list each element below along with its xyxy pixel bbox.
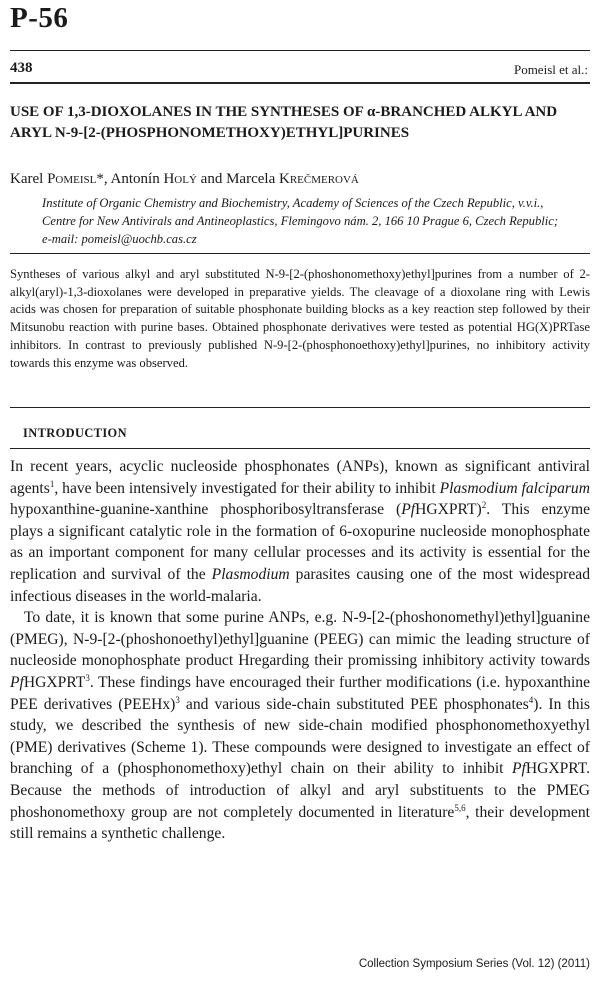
divider [10,82,590,84]
paragraph [10,607,590,845]
footer-journal: Collection Symposium Series (Vol. 12) (2011) [358,958,590,970]
italic-prefix: Pf [401,501,416,519]
running-head: Pomeisl et al.: [513,62,588,77]
text-run: . These findings have encouraged their further modifications (i.e. hypoxanthine PEE derivatives (PEEHx) [10,673,590,713]
author-given: Karel [10,171,48,187]
genus-name: Plasmodium [211,565,290,583]
citation: 1 [49,478,55,489]
text-run: , their development still remains a synthetic challenge. [10,803,590,843]
divider [10,50,590,51]
text-run: and various side-chain substituted PEE phosphonates [179,695,529,713]
text-run: To date, it is known that some purine ANPs, e.g. N-9-[2-(phoshonomethyl)ethyl]guanine (PMEG), N-9-[2-(phoshonoethyl)ethyl]guanine (PEEG) can mimic the leading structure of nucleoside monophosphate product Hregarding their promissing inhibitory activity towards [10,609,590,670]
citation: 2 [481,500,487,510]
text-run: parasites causing one of the most widespread infectious diseases in the world-malaria. [10,565,590,605]
text-run: HGXPRT [23,673,86,691]
paper-code: P-56 [10,2,69,34]
text-run: In recent years, acyclic nucleoside phosphonates (ANPs), known as significant antiviral agents [10,458,590,497]
page-number: 438 [10,60,33,76]
text-run: hypoxanthine-guanine-xanthine phosphoribosyltransferase ( [10,501,402,519]
abstract: Syntheses of various alkyl and aryl substituted N-9-[2-(phoshonomethoxy)ethyl]purines from a number of 2-alkyl(aryl)-1,3-dioxolanes were developed in preparative yields. The cleavage of a dioxolane ring with Lewis acids was chosen for preparation of suitable phosphonate building blocks as a key reaction step followed by their Mitsunobu reaction with purine bases. Obtained phosphonate derivatives were tested as potential HG(X)PRTase inhibitors. In contrast to previously published N-9-[2-(phosphonoethoxy)ethyl]purines, no inhibitory activity towards this enzyme was observed. [10,267,590,370]
paragraph [10,456,590,607]
text-run: . This enzyme plays a significant catalytic role in the formation of 6-oxopurine nucleoside monophosphate as an important component for many cellular processes and its activity is essential for the replication and survival of the [10,501,591,583]
author-family: Holý [163,171,197,187]
author-given: Antonín [110,171,164,187]
divider [10,253,590,254]
italic-prefix: Pf [511,760,526,778]
author-separator: and [196,171,227,187]
citation: 3 [175,694,180,705]
paper-title: USE OF 1,3-DIOXOLANES IN THE SYNTHESES OF α-BRANCHED ALKYL AND ARYL N-9-[2-(PHOSPHONOMETHOXY)ETHYL]PURINES [10,104,558,141]
citation: 3 [85,672,90,683]
text-run: HGXPRT) [415,501,482,519]
text-run: HGXPRT. Because the methods of introduction of alkyl and aryl substituents to the PMEG phoshonomethoxy group are not completely documented in literature [10,760,590,821]
divider [10,448,590,449]
author-given: Marcela [226,171,279,187]
species-name: Plasmodium falciparum [439,479,590,497]
author-family: Pomeisl [47,171,97,187]
text-run: ). In this study, we described the synthesis of new side-chain modified phosphonomethoxyethyl (PME) derivatives (Scheme 1). These compounds were designed to investigate an effect of branching of a (phosphonomethoxy)ethyl chain on their ability to inhibit [10,695,590,778]
author-family: Krečmerová [278,171,359,187]
citation: 4 [528,694,534,705]
author-list [10,171,359,188]
affiliation-line: Institute of Organic Chemistry and Biochemistry, Academy of Sciences of the Czech Republic, v.v.i., [42,196,544,210]
introduction-body [10,456,590,845]
affiliation [42,194,590,248]
citation: 5,6 [454,802,466,813]
corresponding-mark: *, [96,171,111,187]
section-heading: INTRODUCTION [23,426,127,440]
affiliation-line: Centre for New Antivirals and Antineoplastics, Flemingovo nám. 2, 166 10 Prague 6, Czech Republic; [42,214,559,228]
divider [10,407,590,408]
affiliation-email: e-mail: pomeisl@uochb.cas.cz [42,232,197,246]
italic-prefix: Pf [10,673,24,691]
text-run: , have been intensively investigated for their ability to inhibit [54,479,440,497]
